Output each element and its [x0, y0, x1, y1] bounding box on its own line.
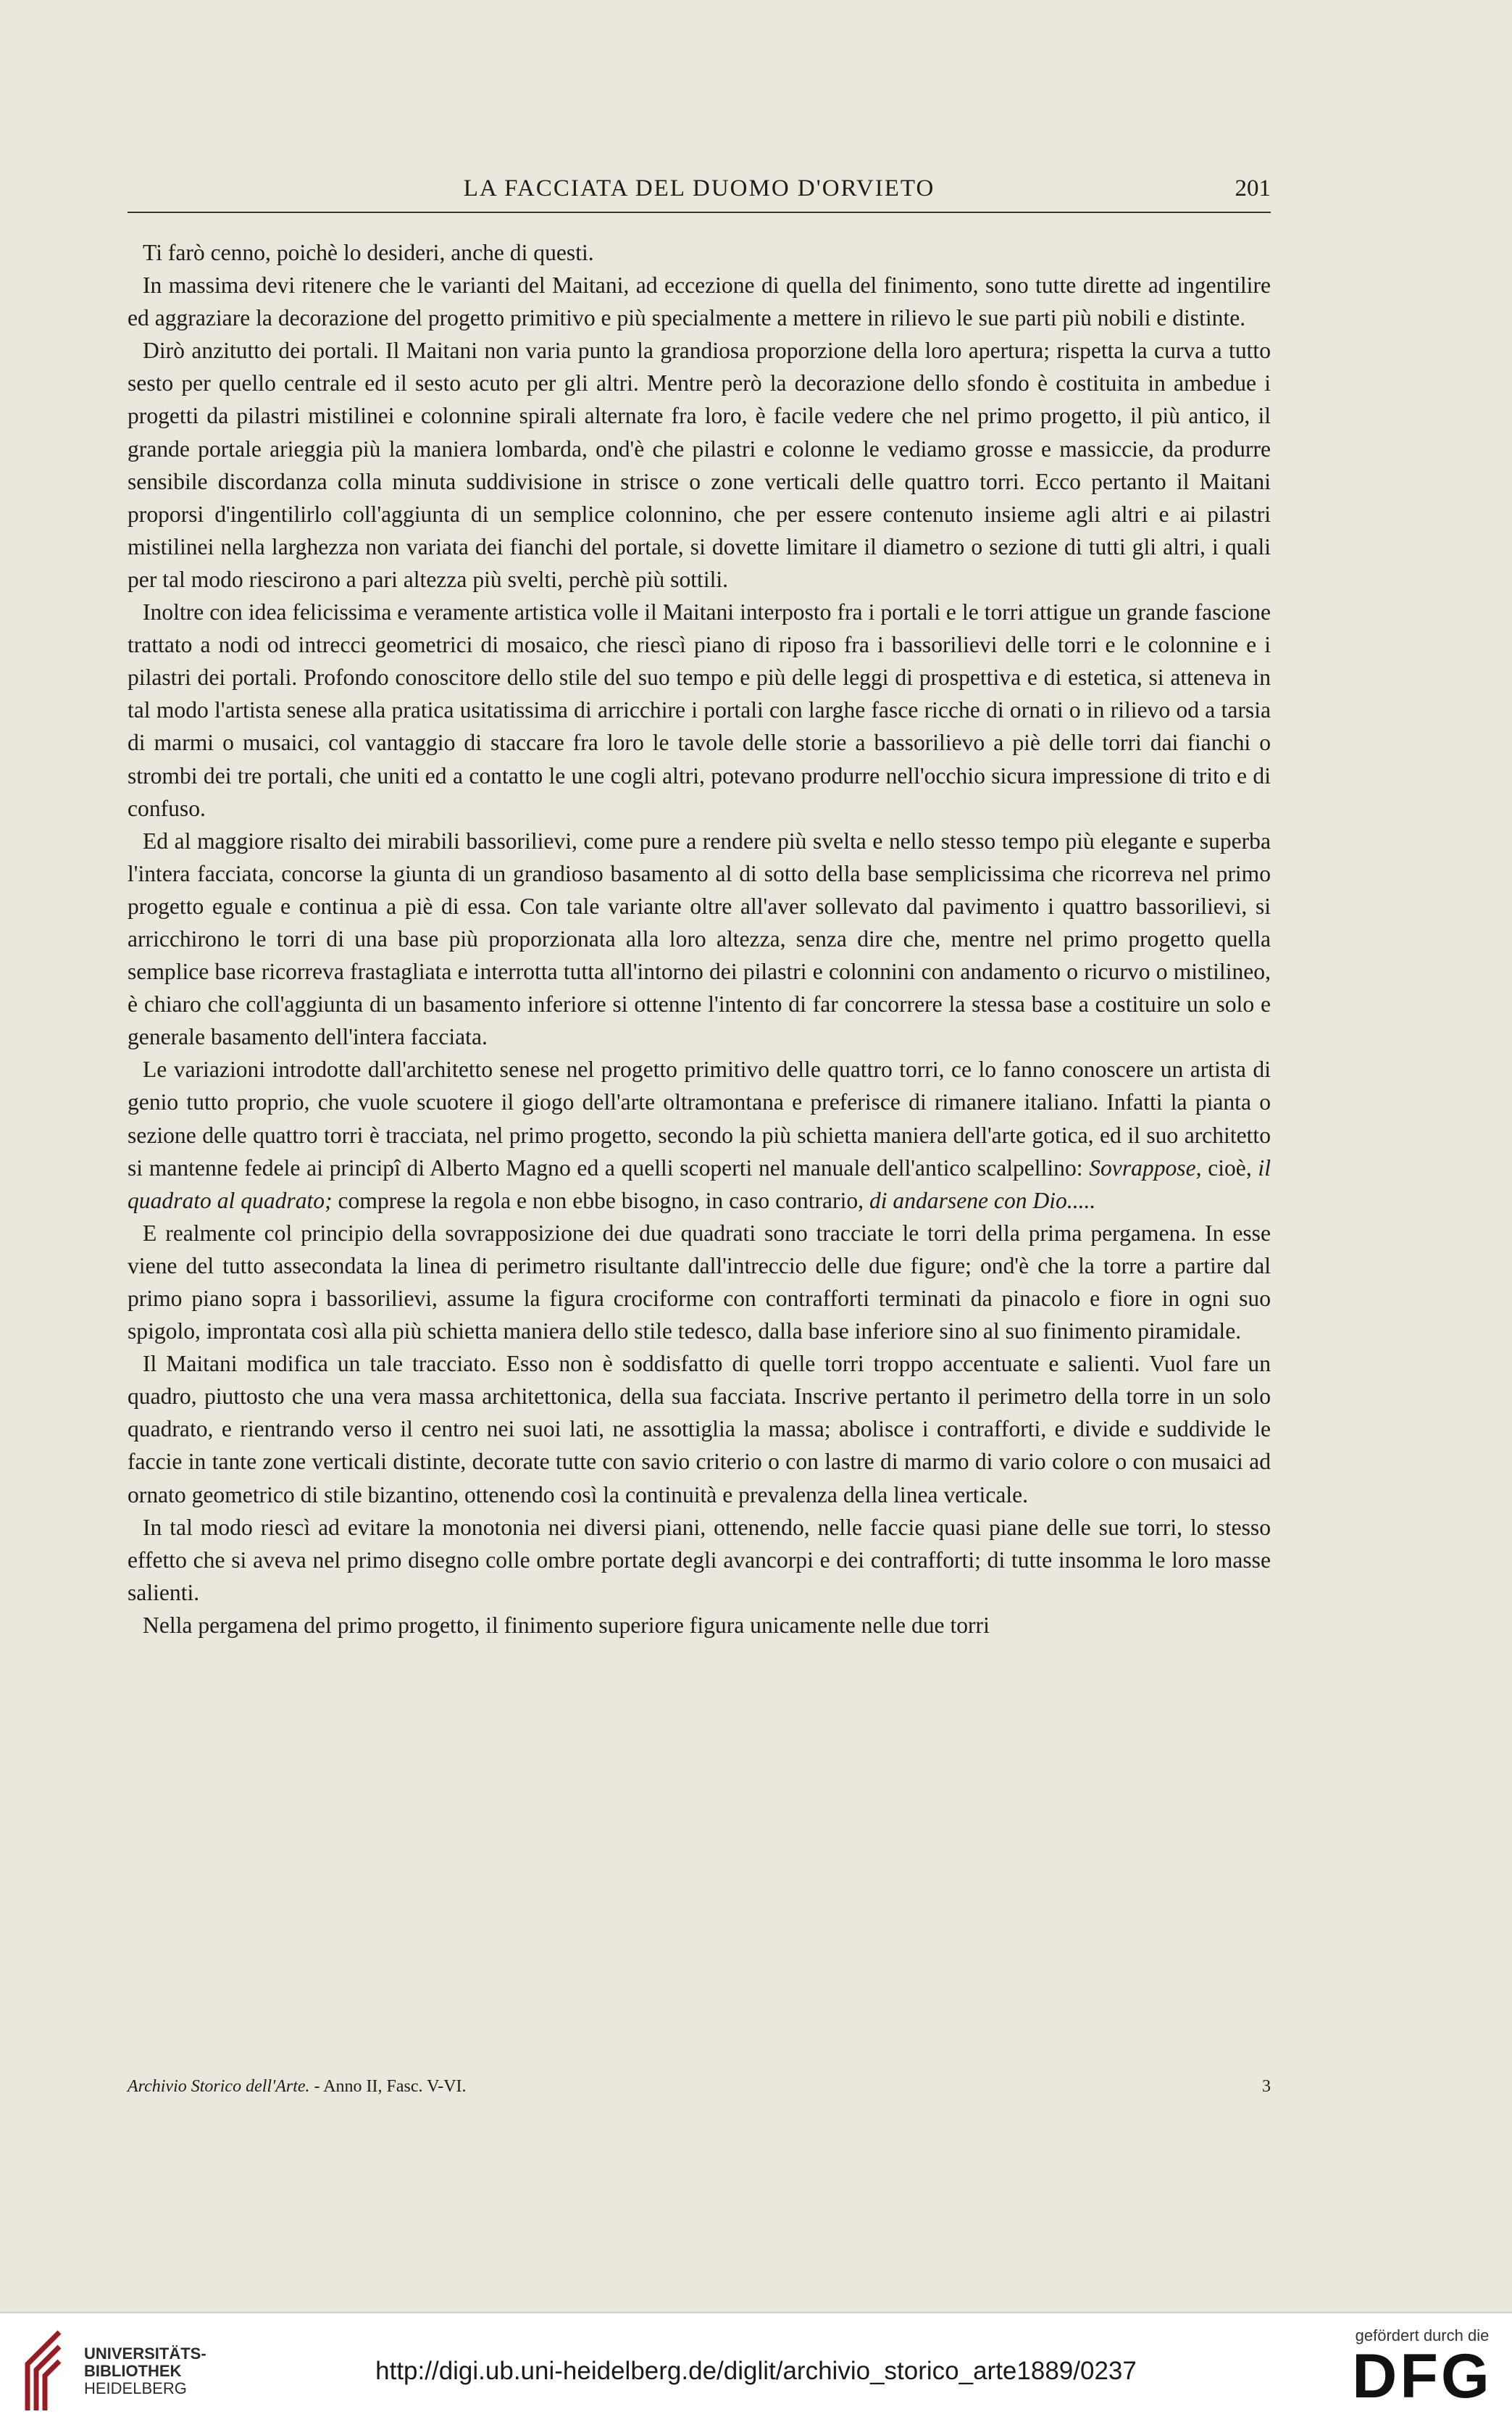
paragraph-text: Le variazioni introdotte dall'architetto senese nel progetto primitivo delle quattro torri, ce lo fanno conoscere un artista di genio tutto proprio, che vuole scuotere il giogo dell'arte oltramontana e preferisce di rimanere italiano. Infatti la pianta o sezione delle quattro torri è tracciata, nel primo progetto, secondo la più schietta maniera dell'arte gotica, ed il suo architetto si mantenne fedele ai principî di Alberto Magno ed a quelli scoperti nel manuale dell'antico scalpellino: [128, 1057, 1271, 1181]
paragraph [128, 1053, 1271, 1216]
footer-citation [128, 2077, 467, 2097]
paragraph-text: cioè, [1201, 1154, 1258, 1181]
paragraph-text: Inoltre con idea felicissima e veramente artistica volle il Maitani interposto fra i portali e le torri attigue un grande fascione trattato a nodi od intrecci geometrici di mosaico, che riescì piano di riposo fra i bassorilievi delle torri e le colonnine e i pilastri dei portali. Profondo conoscitore dello stile del suo tempo e più delle leggi di prospettiva e di estetica, si atteneva in tal modo l'artista senese alla pratica usitatissima di arricchire i portali con larghe fasce ricche di ornati o in rilievo od a tarsia di marmi o musaici, col vantaggio di staccare fra loro le tavole delle storie a bassorilievo a piè delle torri dai fianchi o strombi dei tre portali, che uniti ed a contatto le une cogli altri, potevano produrre nell'occhio sicura impressione di trito e di confuso. [128, 599, 1271, 821]
italic-text: Sovrappose, [1089, 1154, 1202, 1181]
footer-journal: Archivio Storico dell'Arte. [128, 2077, 310, 2096]
italic-text: di andarsene con Dio..... [869, 1187, 1096, 1213]
paragraph [128, 1511, 1271, 1609]
dfg-logo: DFG [1352, 2342, 1492, 2411]
body-text [128, 236, 1271, 1642]
paragraph-text: Dirò anzitutto dei portali. Il Maitani non varia punto la grandiosa proporzione della loro apertura; rispetta la curva a tutto sesto per quello centrale ed il sesto acuto per gli altri. Mentre però la decorazione dello sfondo è costituita in ambedue i progetti da pilastri mistilinei e colonnine spirali alternate fra loro, è facile vedere che nel primo progetto, il più antico, il grande portale arieggia più la maniera lombarda, ond'è che pilastri e colonne le vediamo grosse e massiccie, da produrre sensibile discordanza colla minuta suddivisione in strisce o zone verticali delle quattro torri. Ecco pertanto il Maitani proporsi d'ingentilirlo coll'aggiunta di un semplice colonnino, che per essere contenuto insieme agli altri e ai pilastri mistilinei nella larghezza non variata dei fianchi del portale, si dovette limitare il diametro o sezione di tutti gli altri, i quali per tal modo riescirono a pari altezza più svelti, perchè più sottili. [128, 338, 1271, 592]
library-bar [0, 2312, 1512, 2430]
italic-text: il quadrato al quadrato; [128, 1154, 1271, 1213]
paragraph-text: Ti farò cenno, poichè lo desideri, anche di questi. [143, 240, 594, 265]
paragraph [128, 1347, 1271, 1510]
paragraph [128, 236, 1271, 269]
institution-line-3: HEIDELBERG [84, 2379, 187, 2397]
paragraph-text: E realmente col principio della sovrapposizione dei due quadrati sono tracciate le torri della prima pergamena. In esse viene del tutto assecondata la linea di perimetro risultante dall'intreccio delle due figure; ond'è che la torre a partire dal primo piano sopra i bassorilievi, assume la figura crociforme con contrafforti terminati da pinacolo e fiore in ogni suo spigolo, improntata così alla più schietta maniera dello stile tedesco, dalla base inferiore sino al suo finimento piramidale. [128, 1220, 1271, 1344]
paragraph [128, 825, 1271, 1054]
permalink[interactable]: http://digi.ub.uni-heidelberg.de/diglit/archivio_storico_arte1889/0237 [375, 2357, 1137, 2385]
paragraph-text: Il Maitani modifica un tale tracciato. Esso non è soddisfatto di quelle torri troppo accentuate e salienti. Vuol fare un quadro, piuttosto che una vera massa architettonica, della sua facciata. Inscrive pertanto il perimetro della torre in un solo quadrato, e rientrando verso il centro nei suoi lati, ne assottiglia la massa; abolisce i contrafforti, e divide e suddivide le faccie in tante zone verticali distinte, decorate tutte con savio criterio o con lastre di marmo di vario colore o con musaici ad ornato geometrico di stile bizantino, ottenendo così la continuità e prevalenza della linea verticale. [128, 1351, 1271, 1507]
page-footer [128, 2077, 1271, 2106]
running-header [128, 175, 1271, 213]
institution-line-1: UNIVERSITÄTS- [84, 2344, 206, 2363]
paragraph [128, 1217, 1271, 1347]
sponsor [1342, 2326, 1502, 2411]
paragraph-text: In tal modo riescì ad evitare la monotonia nei diversi piani, ottenendo, nelle faccie quasi piane delle sue torri, lo stesso effetto che si aveva nel primo disegno colle ombre portate degli avancorpi e dei contrafforti; di tutte insomma le loro masse salienti. [128, 1514, 1271, 1605]
paragraph [128, 269, 1271, 334]
sponsor-text: gefördert durch die [1355, 2326, 1490, 2344]
paragraph-text: In massima devi ritenere che le varianti del Maitani, ad eccezione di quella del finimento, sono tutte dirette ad ingentilire ed aggraziare la decorazione del progetto primitivo e più specialmente a mettere in rilievo le sue parti più nobili e distinte. [128, 272, 1271, 331]
paragraph-text: Ed al maggiore risalto dei mirabili bassorilievi, come pure a rendere più svelta e nello stesso tempo più elegante e superba l'intera facciata, concorse la giunta di un grandioso basamento al di sotto della base semplicissima che ricorreva nel primo progetto eguale e continua a piè di essa. Con tale variante oltre all'aver sollevato dal pavimento i quattro bassorilievi, si arricchirono le torri di una base più proporzionata alla loro altezza, senza dire che, mentre nel primo progetto quella semplice base ricorreva frastagliata e interrotta tutta all'intorno dei pilastri e colonnini con andamento o ricurvo o mistilineo, è chiaro che coll'aggiunta di un basamento inferiore si ottenne l'intento di far concorrere la stessa base a costituire un solo e generale basamento dell'intera facciata. [128, 828, 1271, 1050]
paragraph-text: comprese la regola e non ebbe bisogno, in caso contrario, [332, 1187, 869, 1213]
page-number: 201 [1235, 175, 1271, 201]
institution-line-2: BIBLIOTHEK [84, 2362, 182, 2380]
footer-signature: 3 [1262, 2077, 1271, 2096]
footer-issue: - Anno II, Fasc. V-VI. [309, 2077, 467, 2096]
paragraph [128, 334, 1271, 596]
paragraph [128, 596, 1271, 825]
paragraph-text: Nella pergamena del primo progetto, il finimento superiore figura unicamente nelle due torri [143, 1612, 990, 1638]
paragraph [128, 1609, 1271, 1642]
running-title: LA FACCIATA DEL DUOMO D'ORVIETO [463, 175, 935, 201]
